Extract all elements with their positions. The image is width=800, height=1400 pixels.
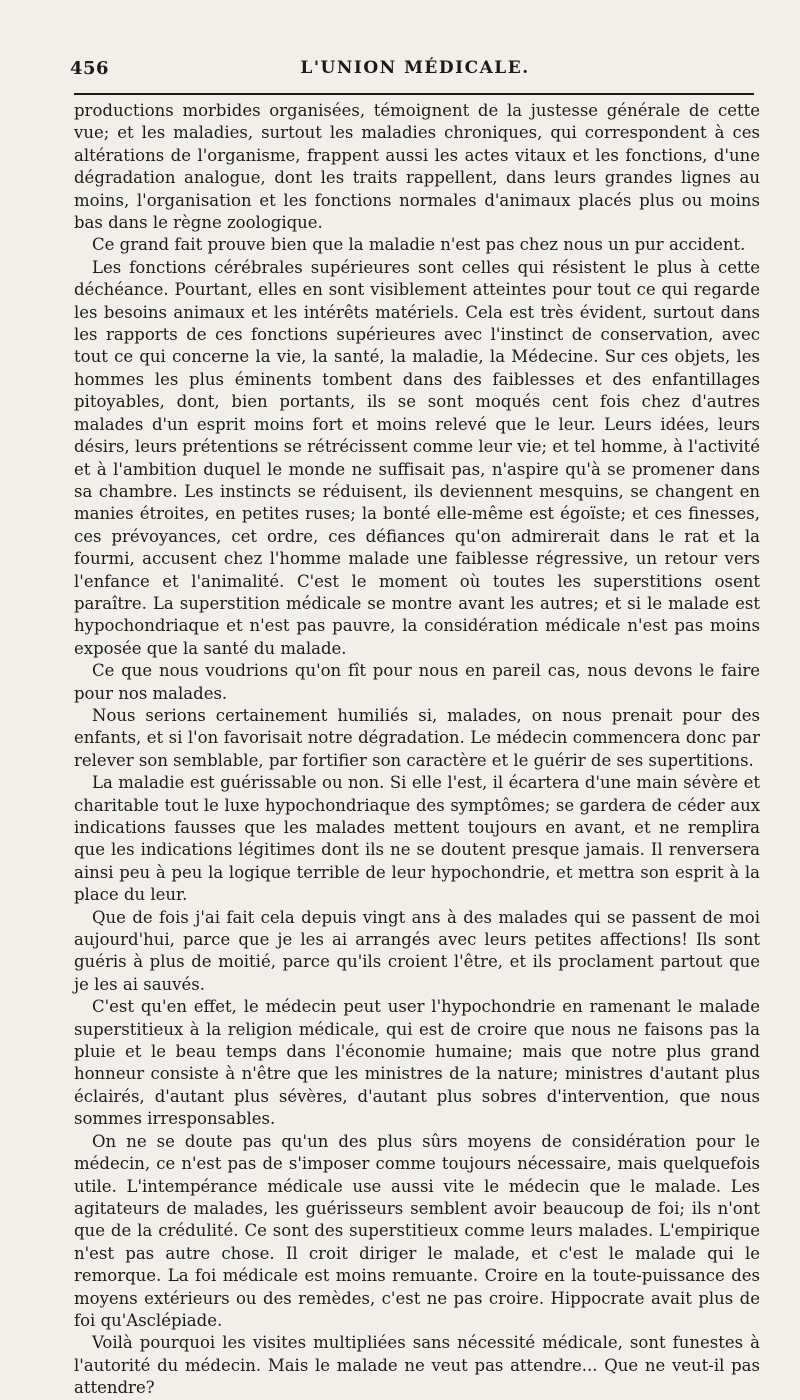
paragraph: C'est qu'en effet, le médecin peut user l'hypochondrie en ramenant le malade superstitieux à la religion médicale, qui est de croire que nous ne faisons pas la pluie et le beau temps dans l'économie humaine; mais que notre plus grand honneur consiste à n'être que les ministres de la nature; ministres d'autant plus éclairés, d'autant plus sévères, d'autant plus sobres d'intervention, que nous sommes irresponsables. <box>74 997 760 1129</box>
article-body <box>74 100 760 1400</box>
paragraph: Nous serions certainement humiliés si, malades, on nous prenait pour des enfants, et si l'on favorisait notre dégradation. Le médecin commencera donc par relever son semblable, par fortifier son caractère et le guérir de ses supertitions. <box>74 705 760 770</box>
paragraph: Ce grand fait prouve bien que la maladie n'est pas chez nous un pur accident. <box>92 235 746 255</box>
header-rule <box>74 93 754 95</box>
paragraph: Que de fois j'ai fait cela depuis vingt ans à des malades qui se passent de moi aujourd'hui, parce que je les ai arrangés avec leurs petites affections! Ils sont guéris à plus de moitié, parce qu'ils croient l'être, et ils proclament partout que je les ai sauvés. <box>74 907 760 994</box>
paragraph: La maladie est guérissable ou non. Si elle l'est, il écartera d'une main sévère et charitable tout le luxe hypochondriaque des symptômes; se gardera de céder aux indications fausses que les malades mettent toujours en avant, et ne remplira que les indications légitimes dont ils ne se doutent presque jamais. Il renversera ainsi peu à peu la logique terrible de leur hypochondrie, et mettra son esprit à la place du leur. <box>74 773 760 905</box>
page-header <box>70 58 760 88</box>
paragraph: productions morbides organisées, témoignent de la justesse générale de cette vue; et les maladies, surtout les maladies chroniques, qui correspondent à ces altérations de l'organisme, frappent aussi les actes vitaux et les fonctions, d'une dégradation analogue, dont les traits rappellent, dans leurs grandes lignes au moins, l'organisation et les fonctions normales d'animaux placés plus ou moins bas dans le règne zoologique. <box>74 101 760 233</box>
paragraph: On ne se doute pas qu'un des plus sûrs moyens de considération pour le médecin, ce n'est pas de s'imposer comme toujours nécessaire, mais quelquefois utile. L'intempérance médicale use aussi vite le médecin que le malade. Les agitateurs de malades, les guérisseurs semblent avoir beaucoup de foi; ils n'ont que de la crédulité. Ce sont des superstitieux comme leurs malades. L'empirique n'est pas autre chose. Il croit diriger le malade, et c'est le malade qui le remorque. La foi médicale est moins remuante. Croire en la toute-puissance des moyens extérieurs ou des remèdes, c'est ne pas croire. Hippocrate avait plus de foi qu'Asclépiade. <box>74 1131 760 1330</box>
running-title: L'UNION MÉDICALE. <box>300 58 530 78</box>
page-number: 456 <box>70 58 110 79</box>
paragraph: Les fonctions cérébrales supérieures sont celles qui résistent le plus à cette déchéance. Pourtant, elles en sont visiblement atteintes pour tout ce qui regarde les besoins animaux et les intérêts matériels. Cela est très évident, surtout dans les rapports de ces fonctions supérieures avec l'instinct de conservation, avec tout ce qui concerne la vie, la santé, la maladie, la Médecine. Sur ces objets, les hommes les plus éminents tombent dans des faiblesses et des enfantillages pitoyables, dont, bien portants, ils se sont moqués cent fois chez d'autres malades d'un esprit moins fort et moins relevé que le leur. Leurs idées, leurs désirs, leurs prétentions se rétrécissent comme leur vie; et tel homme, à l'activité et à l'ambition duquel le monde ne suffisait pas, n'aspire qu'à se promener dans sa chambre. Les instincts se réduisent, ils deviennent mesquins, se changent en manies étroites, en petites ruses; la bonté elle-même est égoïste; et ces finesses, ces prévoyances, cet ordre, ces défiances qu'on admirerait dans le rat et la fourmi, accusent chez l'homme malade une faiblesse régressive, un retour vers l'enfance et l'animalité. C'est le moment où toutes les superstitions osent paraître. La superstition médicale se montre avant les autres; et si le malade est hypochondriaque et n'est pas pauvre, la considération médicale n'est pas moins exposée que la santé du malade. <box>74 257 760 658</box>
paragraph: Ce que nous voudrions qu'on fît pour nous en pareil cas, nous devons le faire pour nos malades. <box>74 661 760 703</box>
paragraph: Voilà pourquoi les visites multipliées sans nécessité médicale, sont funestes à l'autorité du médecin. Mais le malade ne veut pas attendre... Que ne veut-il pas attendre? <box>74 1333 760 1398</box>
